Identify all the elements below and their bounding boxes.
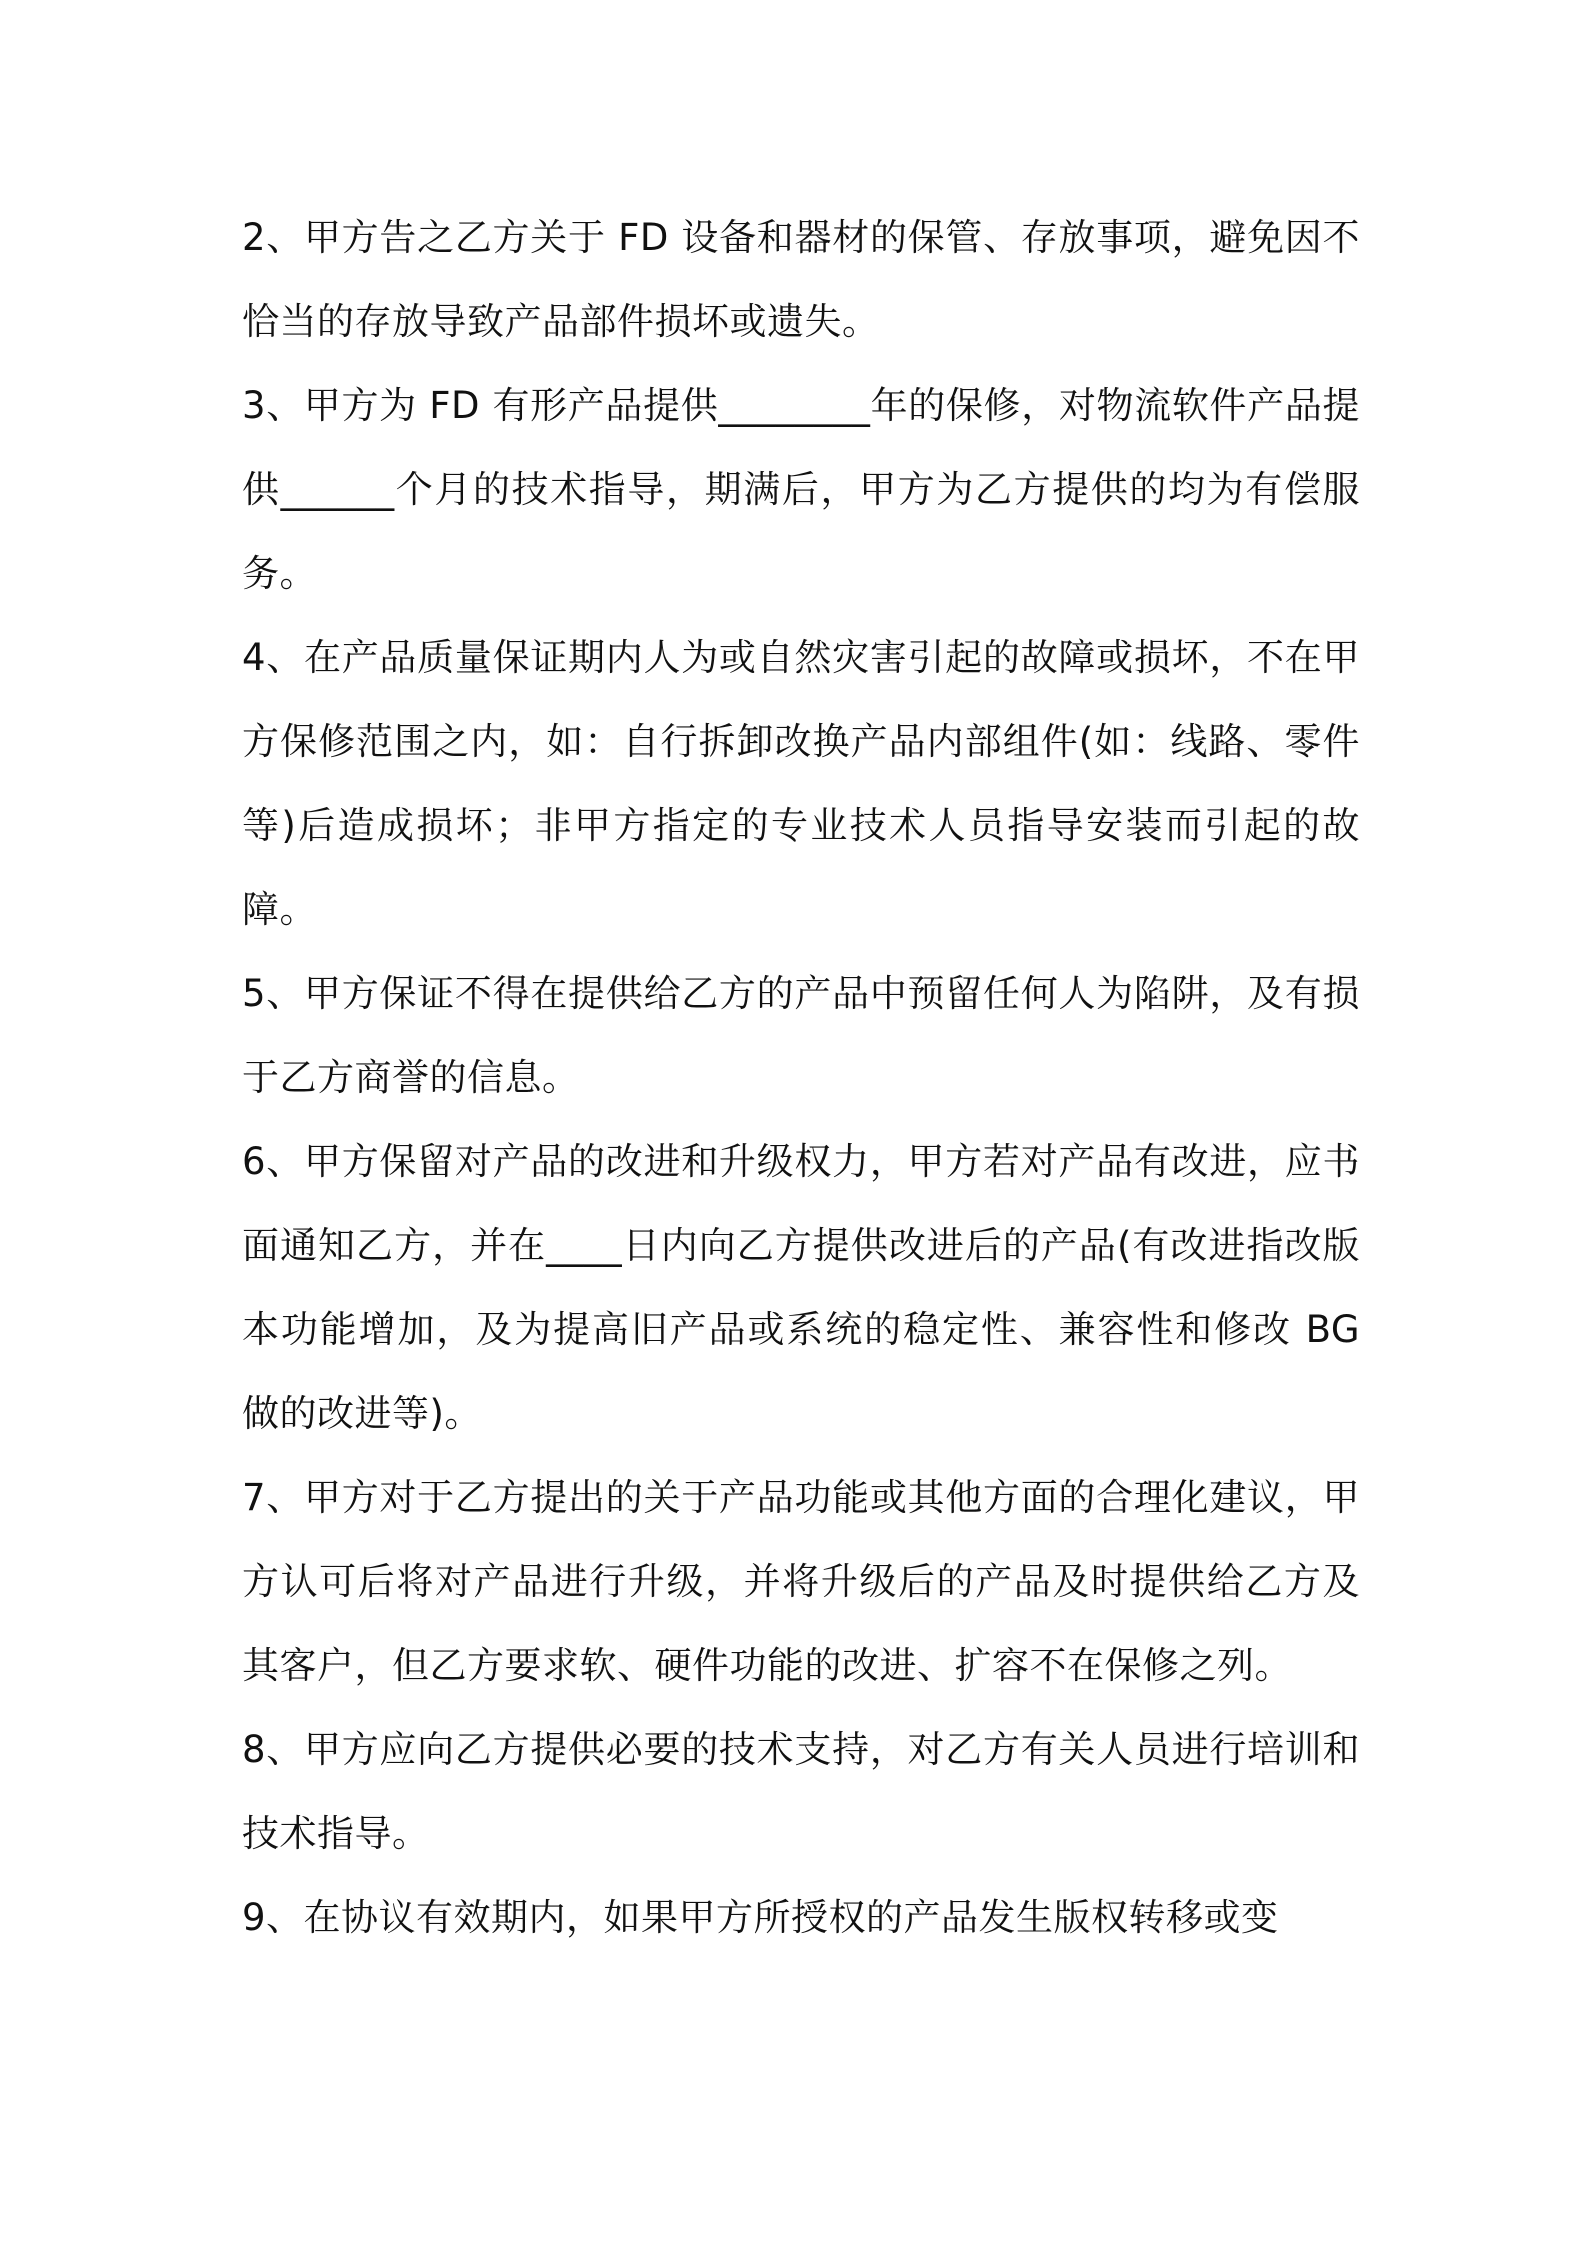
clause-3: 3、甲方为 FD 有形产品提供________年的保修，对物流软件产品提供______个月的技术指导，期满后，甲方为乙方提供的均为有偿服务。 <box>242 384 1360 595</box>
document-body <box>242 196 1360 1960</box>
clause-5: 5、甲方保证不得在提供给乙方的产品中预留任何人为陷阱，及有损于乙方商誉的信息。 <box>242 972 1360 1099</box>
clause-2: 2、甲方告之乙方关于 FD 设备和器材的保管、存放事项，避免因不恰当的存放导致产品部件损坏或遗失。 <box>242 216 1360 343</box>
clause-7: 7、甲方对于乙方提出的关于产品功能或其他方面的合理化建议，甲方认可后将对产品进行升级，并将升级后的产品及时提供给乙方及其客户，但乙方要求软、硬件功能的改进、扩容不在保修之列。 <box>242 1476 1360 1687</box>
clause-9: 9、在协议有效期内，如果甲方所授权的产品发生版权转移或变 <box>242 1896 1279 1939</box>
clause-8: 8、甲方应向乙方提供必要的技术支持，对乙方有关人员进行培训和技术指导。 <box>242 1728 1360 1855</box>
clause-4: 4、在产品质量保证期内人为或自然灾害引起的故障或损坏，不在甲方保修范围之内，如：自行拆卸改换产品内部组件(如：线路、零件等)后造成损坏；非甲方指定的专业技术人员指导安装而引起的故障。 <box>242 636 1360 931</box>
clause-6: 6、甲方保留对产品的改进和升级权力，甲方若对产品有改进，应书面通知乙方，并在____日内向乙方提供改进后的产品(有改进指改版本功能增加，及为提高旧产品或系统的稳定性、兼容性和修改 BG 做的改进等)。 <box>242 1140 1360 1435</box>
